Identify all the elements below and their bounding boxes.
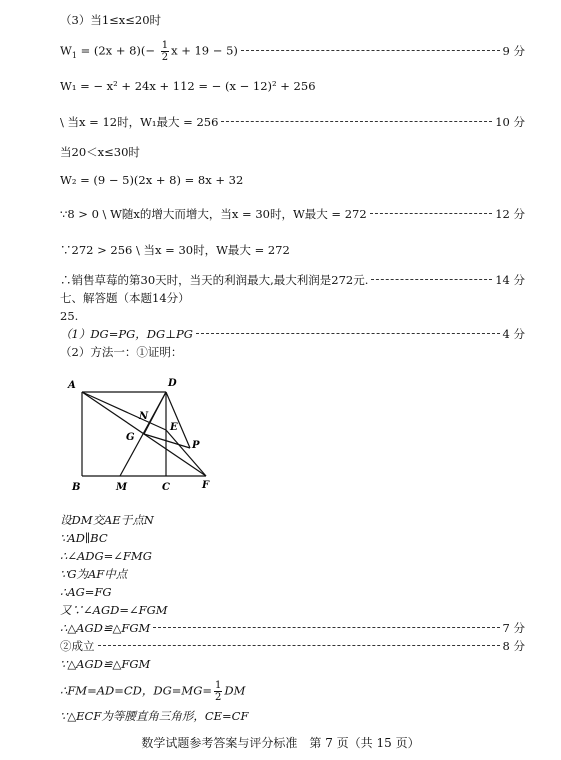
text-line-part2-method: （2）方法一：①证明： [60,345,183,359]
score-label: 10 分 [495,115,525,129]
segment-ae [82,392,166,430]
geometry-figure [58,368,228,498]
proof-line-half-dm: ∴FM=AD=CD，DG=MG= $\frac{1}{2}$ DM [60,680,246,703]
point-label-m: M [116,482,128,493]
text-line-w2-expression: W₂ = (9 − 5)(2x + 8) = 8x + 32 [60,173,244,187]
score-label: 7 分 [502,621,525,635]
proof-line-congruent-again: ∵△AGD≌△FGM [60,657,151,671]
proof-line-isosceles: ∵△ECF为等腰直角三角形，CE=CF [60,709,249,723]
score-label: 12 分 [495,207,525,221]
proof-line-setup: 设DM交AE于点N [60,513,154,527]
page-footer: 数学试题参考答案与评分标准 第 7 页（共 15 页） [141,736,420,750]
text-line-part1: （1）DG=PG，DG⊥PG 4 分 [60,327,525,341]
text-line-conclusion: ∴销售草莓的第30天时，当天的利润最大,最大利润是272元. 14 分 [60,273,525,287]
proof-line-congruent: ∴△AGD≌△FGM 7 分 [60,621,525,635]
proof-line-angle: ∴∠ADG=∠FMG [60,549,152,563]
text-line-compare: ∵272 > 256 \ 当x = 30时，W最大 = 272 [60,243,290,257]
question-number: 25. [60,309,79,323]
dashed-leader [196,333,500,334]
text-line-w1-vertex: W₁ = − x² + 24x + 112 = − (x − 12)² + 256 [60,79,316,93]
proof-line-midpoint: ∵G为AF中点 [60,567,128,581]
score-label: 8 分 [502,639,525,653]
dashed-leader [153,627,499,628]
dashed-leader [371,279,492,280]
score-label: 4 分 [502,327,525,341]
text-line-w1-expression: $W_1 = (2x + 8)(-$ $\frac{1}{2}$ x + 19 − 5) 9 分 [60,40,525,63]
score-label: 9 分 [502,43,525,58]
dashed-leader [370,213,493,214]
point-label-g: G [126,432,135,443]
point-label-e: E [170,422,178,433]
score-label: 14 分 [495,273,525,287]
proof-line-parallel: ∵AD∥BC [60,531,108,545]
point-label-p: P [192,440,200,451]
point-label-c: C [162,482,170,493]
segment-dp [166,392,190,448]
proof-line-holds: ②成立 8 分 [60,639,525,653]
dashed-leader [241,50,500,51]
text-line-w1-max: \ 当x = 12时，W₁最大 = 256 10 分 [60,115,525,129]
point-label-d: D [168,378,177,389]
dashed-leader [221,121,492,122]
dashed-leader [98,645,500,646]
point-label-f: F [202,480,210,491]
text-line-case-20-30: 当20＜x≤30时 [60,145,140,159]
point-label-a: A [68,380,76,391]
fraction-half: $\frac{1}{2}$ [215,680,222,703]
text-line-w2-increasing: ∵8 > 0 \ W随x的增大而增大，当x = 30时，W最大 = 272 12 分 [60,207,525,221]
proof-line-vertical-angle: 又∵∠AGD=∠FGM [60,603,168,617]
fraction-half: $\frac{1}{2}$ [161,40,169,63]
segment-gp [144,434,190,448]
proof-line-equal: ∴AG=FG [60,585,112,599]
section-heading: 七、解答题（本题14分） [60,291,190,305]
point-label-n: N [139,411,149,422]
point-label-b: B [72,482,81,493]
text-line-case3: （3）当1≤x≤20时 [60,13,162,27]
